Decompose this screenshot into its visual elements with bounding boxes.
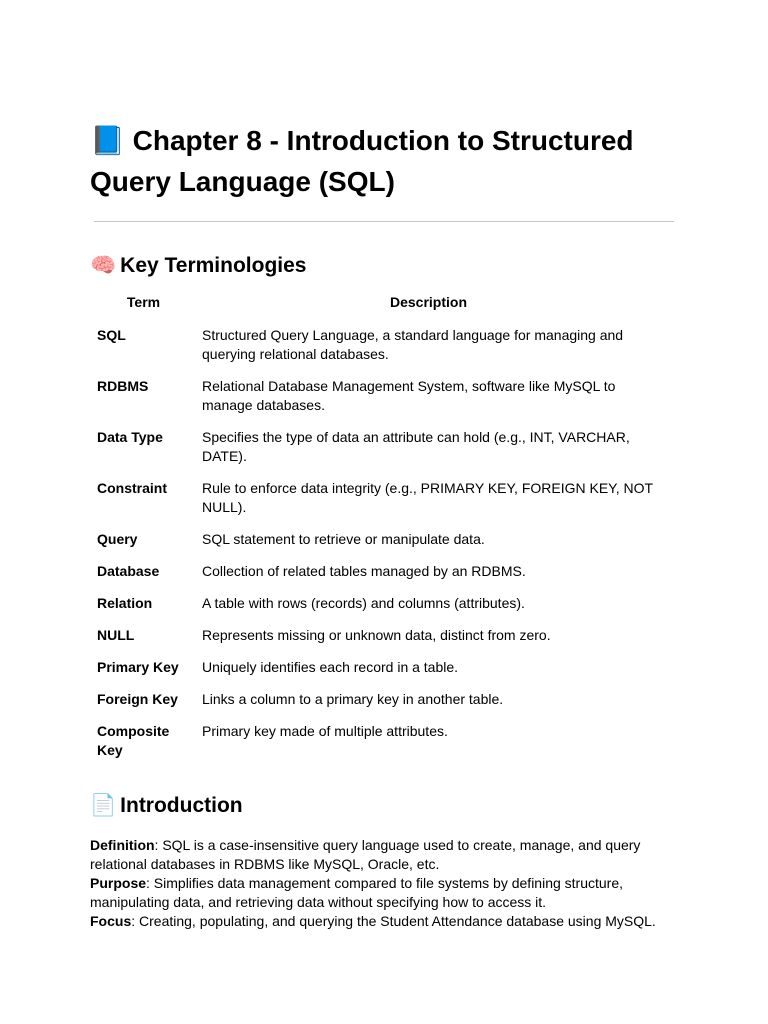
introduction-body: [90, 836, 670, 931]
definition-paragraph: [90, 836, 670, 874]
brain-icon: 🧠: [90, 254, 117, 277]
table-row: [91, 428, 661, 479]
definition-text: : SQL is a case-insensitive query language used to create, manage, and query relational databases in RDBMS like MySQL, Oracle, etc.: [90, 837, 641, 872]
focus-paragraph: [90, 912, 670, 931]
term-cell: Query: [97, 531, 138, 547]
description-cell: Links a column to a primary key in another table.: [202, 691, 504, 707]
purpose-text: : Simplifies data management compared to file systems by defining structure, manipulating data, and retrieving data without specifying how to access it.: [90, 875, 624, 910]
page-title: [90, 120, 690, 202]
page-document-icon: 📄: [90, 794, 117, 817]
column-header-term: Term: [126, 294, 161, 310]
table-row: [91, 326, 661, 377]
description-cell: Represents missing or unknown data, distinct from zero.: [202, 627, 551, 643]
term-cell: Constraint: [97, 480, 167, 496]
description-cell: A table with rows (records) and columns (attributes).: [202, 595, 525, 611]
description-cell: Uniquely identifies each record in a table.: [202, 659, 459, 675]
table-row: [91, 626, 661, 658]
term-cell: Primary Key: [97, 659, 179, 675]
table-row: [91, 722, 661, 773]
table-row: [91, 594, 661, 626]
description-cell: Relational Database Management System, software like MySQL to manage databases.: [202, 378, 616, 413]
definition-label: Definition: [90, 837, 155, 853]
page-title-text: Chapter 8 - Introduction to Structured Query Language (SQL): [90, 125, 634, 197]
description-cell: Primary key made of multiple attributes.: [202, 723, 448, 739]
table-row: [91, 479, 661, 530]
key-terminologies-table: [91, 291, 661, 773]
description-cell: Rule to enforce data integrity (e.g., PRIMARY KEY, FOREIGN KEY, NOT NULL).: [202, 480, 653, 515]
term-cell: Composite Key: [97, 723, 170, 758]
term-cell: Relation: [97, 595, 153, 611]
purpose-label: Purpose: [90, 875, 147, 891]
section-heading-key-terminologies: [90, 252, 306, 280]
term-cell: RDBMS: [97, 378, 149, 394]
section-heading-text: Key Terminologies: [120, 254, 307, 277]
description-cell: Specifies the type of data an attribute can hold (e.g., INT, VARCHAR, DATE).: [202, 429, 630, 464]
description-cell: SQL statement to retrieve or manipulate data.: [202, 531, 485, 547]
table-row: [91, 658, 661, 690]
focus-text: : Creating, populating, and querying the Student Attendance database using MySQL.: [131, 913, 656, 929]
focus-label: Focus: [90, 913, 132, 929]
table-row: [91, 530, 661, 562]
description-cell: Structured Query Language, a standard language for managing and querying relational databases.: [202, 327, 624, 362]
term-cell: Foreign Key: [97, 691, 178, 707]
blue-book-icon: 📘: [90, 125, 125, 156]
term-cell: Database: [97, 563, 160, 579]
term-cell: NULL: [97, 627, 135, 643]
term-cell: Data Type: [97, 429, 163, 445]
horizontal-divider: [94, 221, 674, 222]
term-cell: SQL: [97, 327, 126, 343]
table-row: [91, 690, 661, 722]
section-heading-text: Introduction: [120, 794, 243, 817]
column-header-description: Description: [389, 294, 467, 310]
table-row: [91, 377, 661, 428]
purpose-paragraph: [90, 874, 670, 912]
table-header-row: [91, 291, 661, 326]
table-row: [91, 562, 661, 594]
section-heading-introduction: [90, 792, 243, 820]
description-cell: Collection of related tables managed by an RDBMS.: [202, 563, 526, 579]
